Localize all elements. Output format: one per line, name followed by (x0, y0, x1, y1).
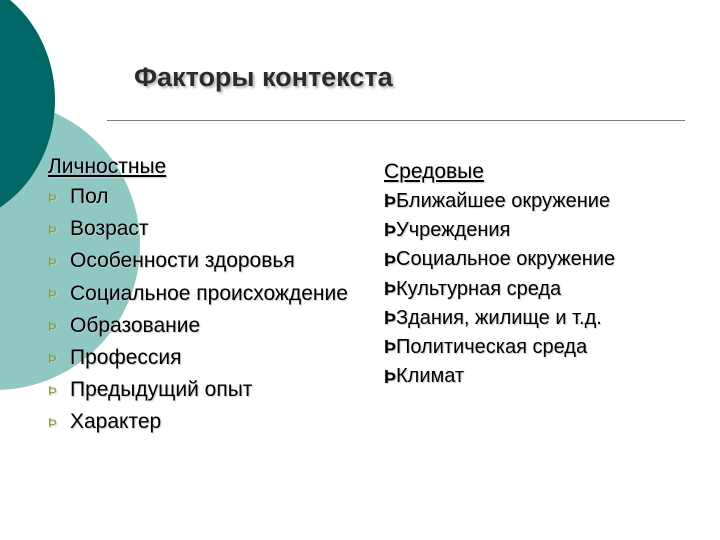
list-item: ÞСоциальное окружение (384, 248, 616, 271)
list-item: Þ Социальное происхождение (48, 278, 348, 310)
personal-factors-heading: Личностные (48, 155, 167, 178)
bullet-icon: Þ (48, 318, 57, 334)
bullet-icon: Þ (48, 350, 57, 366)
list-item: ÞУчреждения (384, 219, 511, 242)
list-item: Þ Особенности здоровья (48, 245, 348, 277)
bullet-icon: Þ (48, 415, 57, 431)
bullet-icon: Þ (48, 286, 57, 302)
list-item: Þ Характер (48, 406, 348, 438)
slide-title: Факторы контекста (134, 62, 393, 92)
list-item: Þ Возраст (48, 213, 348, 245)
bullet-icon: Þ (48, 254, 57, 270)
list-item: Þ Профессия (48, 342, 348, 374)
list-item: ÞЗдания, жилище и т.д. (384, 306, 602, 329)
list-item: ÞКлимат (384, 365, 465, 388)
personal-factors-list (48, 153, 348, 439)
title-divider (107, 120, 685, 121)
environmental-factors-list (384, 157, 616, 392)
list-item: Þ Предыдущий опыт (48, 374, 348, 406)
list-item: ÞКультурная среда (384, 277, 562, 300)
bullet-icon: Þ (48, 221, 57, 237)
environmental-factors-heading: Средовые (384, 160, 484, 183)
list-item: ÞБлижайшее окружение (384, 190, 611, 212)
list-item: ÞПолитическая среда (384, 336, 588, 359)
list-item: Þ Образование (48, 310, 348, 342)
list-item: Þ Пол (48, 181, 348, 213)
bullet-icon: Þ (48, 189, 57, 205)
bullet-icon: Þ (48, 382, 57, 398)
